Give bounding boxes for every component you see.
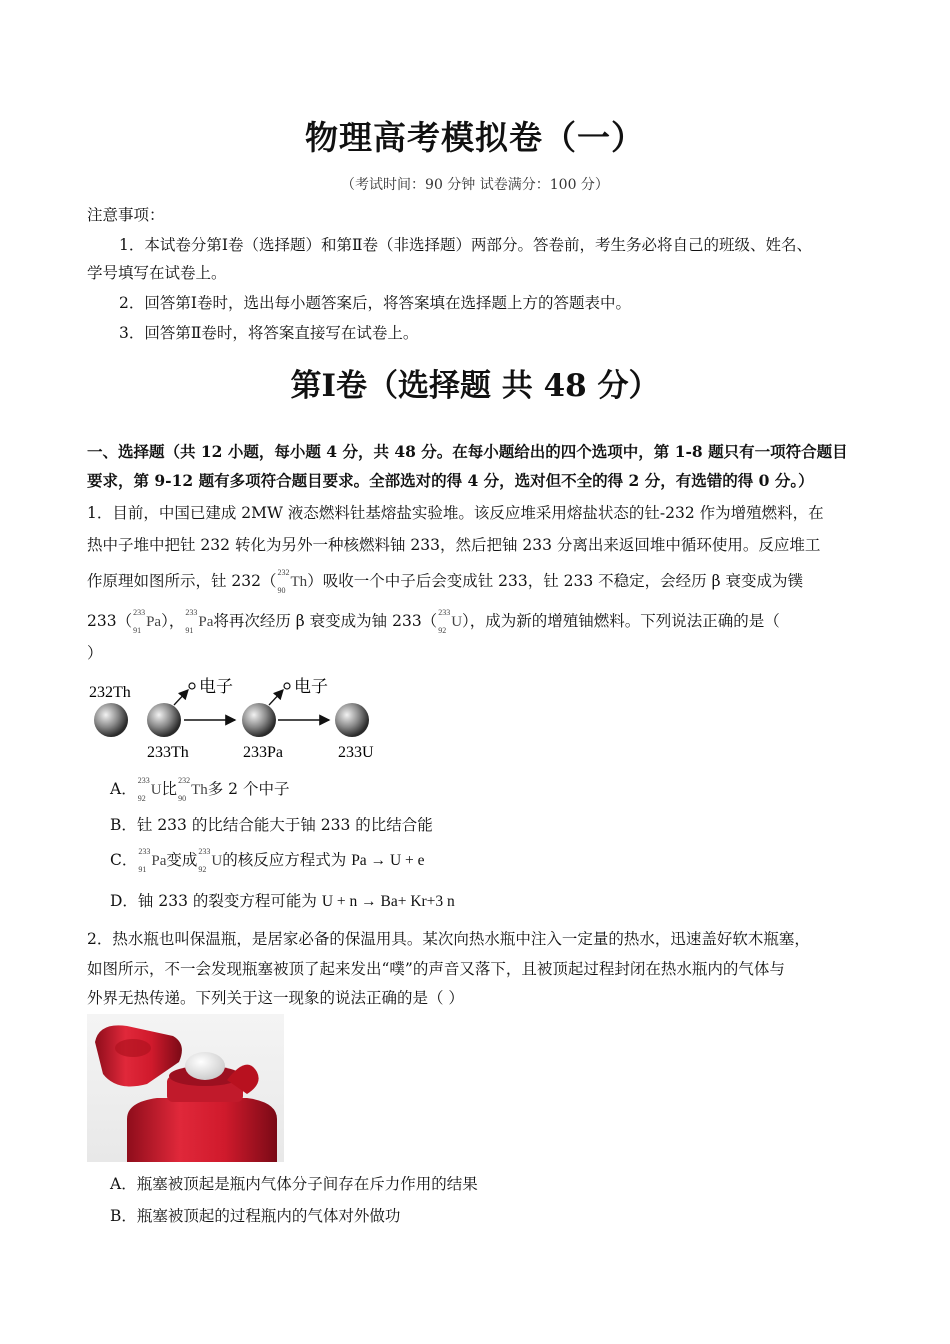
beta-arrow-1 [174,690,188,705]
q1-option-c: C． 233 91 Pa变成 233 92 U的核反应方程式为 Pa → U + e [110,847,425,874]
section-intro-1: 一、选择题（共 12 小题，每小题 4 分，共 48 分。在每小题给出的四个选项中，第 1-8 题只有一项符合题目 [87,442,848,461]
q1-option-b: B．钍 233 的比结合能大于铀 233 的比结合能 [110,816,433,834]
isotope-th232: 232 90 Th [277,568,308,595]
notice-label: 注意事项： [87,206,165,224]
q1-line5: ） [87,644,103,662]
electron-icon-1 [189,683,195,689]
beta-arrow-2 [269,690,283,705]
notice-1-cont: 学号填写在试卷上。 [87,264,227,282]
nucleus-pa233 [242,703,276,737]
notice-3: 3．回答第Ⅱ卷时，将答案直接写在试卷上。 [119,324,419,342]
q1-line1: 1．目前，中国已建成 2MW 液态燃料钍基熔盐实验堆。该反应堆采用熔盐状态的钍-232 作为增殖燃料，在 [87,504,824,522]
q1-line4: 233（ 233 91 Pa）， 233 91 Pa将再次经历 β 衰变成为铀 233（ 233 92 U），成为新的增殖铀燃料。下列说法正确的是（ [87,608,780,635]
notice-2: 2．回答第Ⅰ卷时，选出每小题答案后，将答案填在选择题上方的答题表中。 [119,294,631,312]
isotope-pa233-2: 233 91 Pa [185,608,214,635]
q2-option-b: B．瓶塞被顶起的过程瓶内的气体对外做功 [110,1207,401,1225]
q1-line3: 作原理如图所示，钍 232（ 232 90 Th）吸收一个中子后会变成钍 233，钍 233 不稳定，会经历 β 衰变成为镤 [87,568,803,595]
nucleus-u233 [335,703,369,737]
section-title: 第Ⅰ卷（选择题 共 48 分） [290,368,660,404]
exam-info: （考试时间：90 分钟 试卷满分：100 分） [341,177,609,193]
electron-label-2: 电子 [294,677,328,697]
nucleus-th233 [147,703,181,737]
label-pa233: 233Pa [243,744,283,761]
q2-line2: 如图所示，不一会发现瓶塞被顶了起来发出“噗”的声音又落下，且被顶起过程封闭在热水瓶内的气体与 [87,960,785,978]
electron-icon-2 [284,683,290,689]
label-th233: 233Th [147,744,189,761]
section-intro-2: 要求，第 9-12 题有多项符合题目要求。全部选对的得 4 分，选对但不全的得 2 分，有选错的得 0 分。） [87,471,814,490]
thermos-photo [87,1014,284,1162]
decay-diagram [85,672,385,764]
electron-label-1: 电子 [199,677,233,697]
q1-option-c-equation: Pa → U + e [351,852,425,869]
q1-option-d: D．铀 233 的裂变方程可能为 U + n → Ba+ Kr+3 n [110,892,455,910]
q1-option-a: A． 233 92 U比 232 90 Th多 2 个中子 [110,776,290,803]
label-u233: 233U [338,744,374,761]
isotope-u233: 233 92 U [438,608,463,635]
q2-line3: 外界无热传递。下列关于这一现象的说法正确的是（ ） [87,989,464,1007]
nucleus-th232 [94,703,128,737]
q2-option-a: A．瓶塞被顶起是瓶内气体分子间存在斥力作用的结果 [110,1175,478,1193]
isotope-pa233: 233 91 Pa [133,608,162,635]
q1-option-d-equation: U + n → Ba+ Kr+3 n [321,893,455,910]
q1-line2: 热中子堆中把钍 232 转化为另外一种核燃料铀 233，然后把铀 233 分离出来返回堆中循环使用。反应堆工 [87,536,821,554]
label-th232: 232Th [89,684,131,701]
notice-1: 1．本试卷分第Ⅰ卷（选择题）和第Ⅱ卷（非选择题）两部分。答卷前，考生务必将自己的班级、姓名、 [119,236,813,254]
paper-title: 物理高考模拟卷（一） [305,118,645,157]
q2-line1: 2．热水瓶也叫保温瓶，是居家必备的保温用具。某次向热水瓶中注入一定量的热水，迅速盖好软木瓶塞， [87,930,810,948]
